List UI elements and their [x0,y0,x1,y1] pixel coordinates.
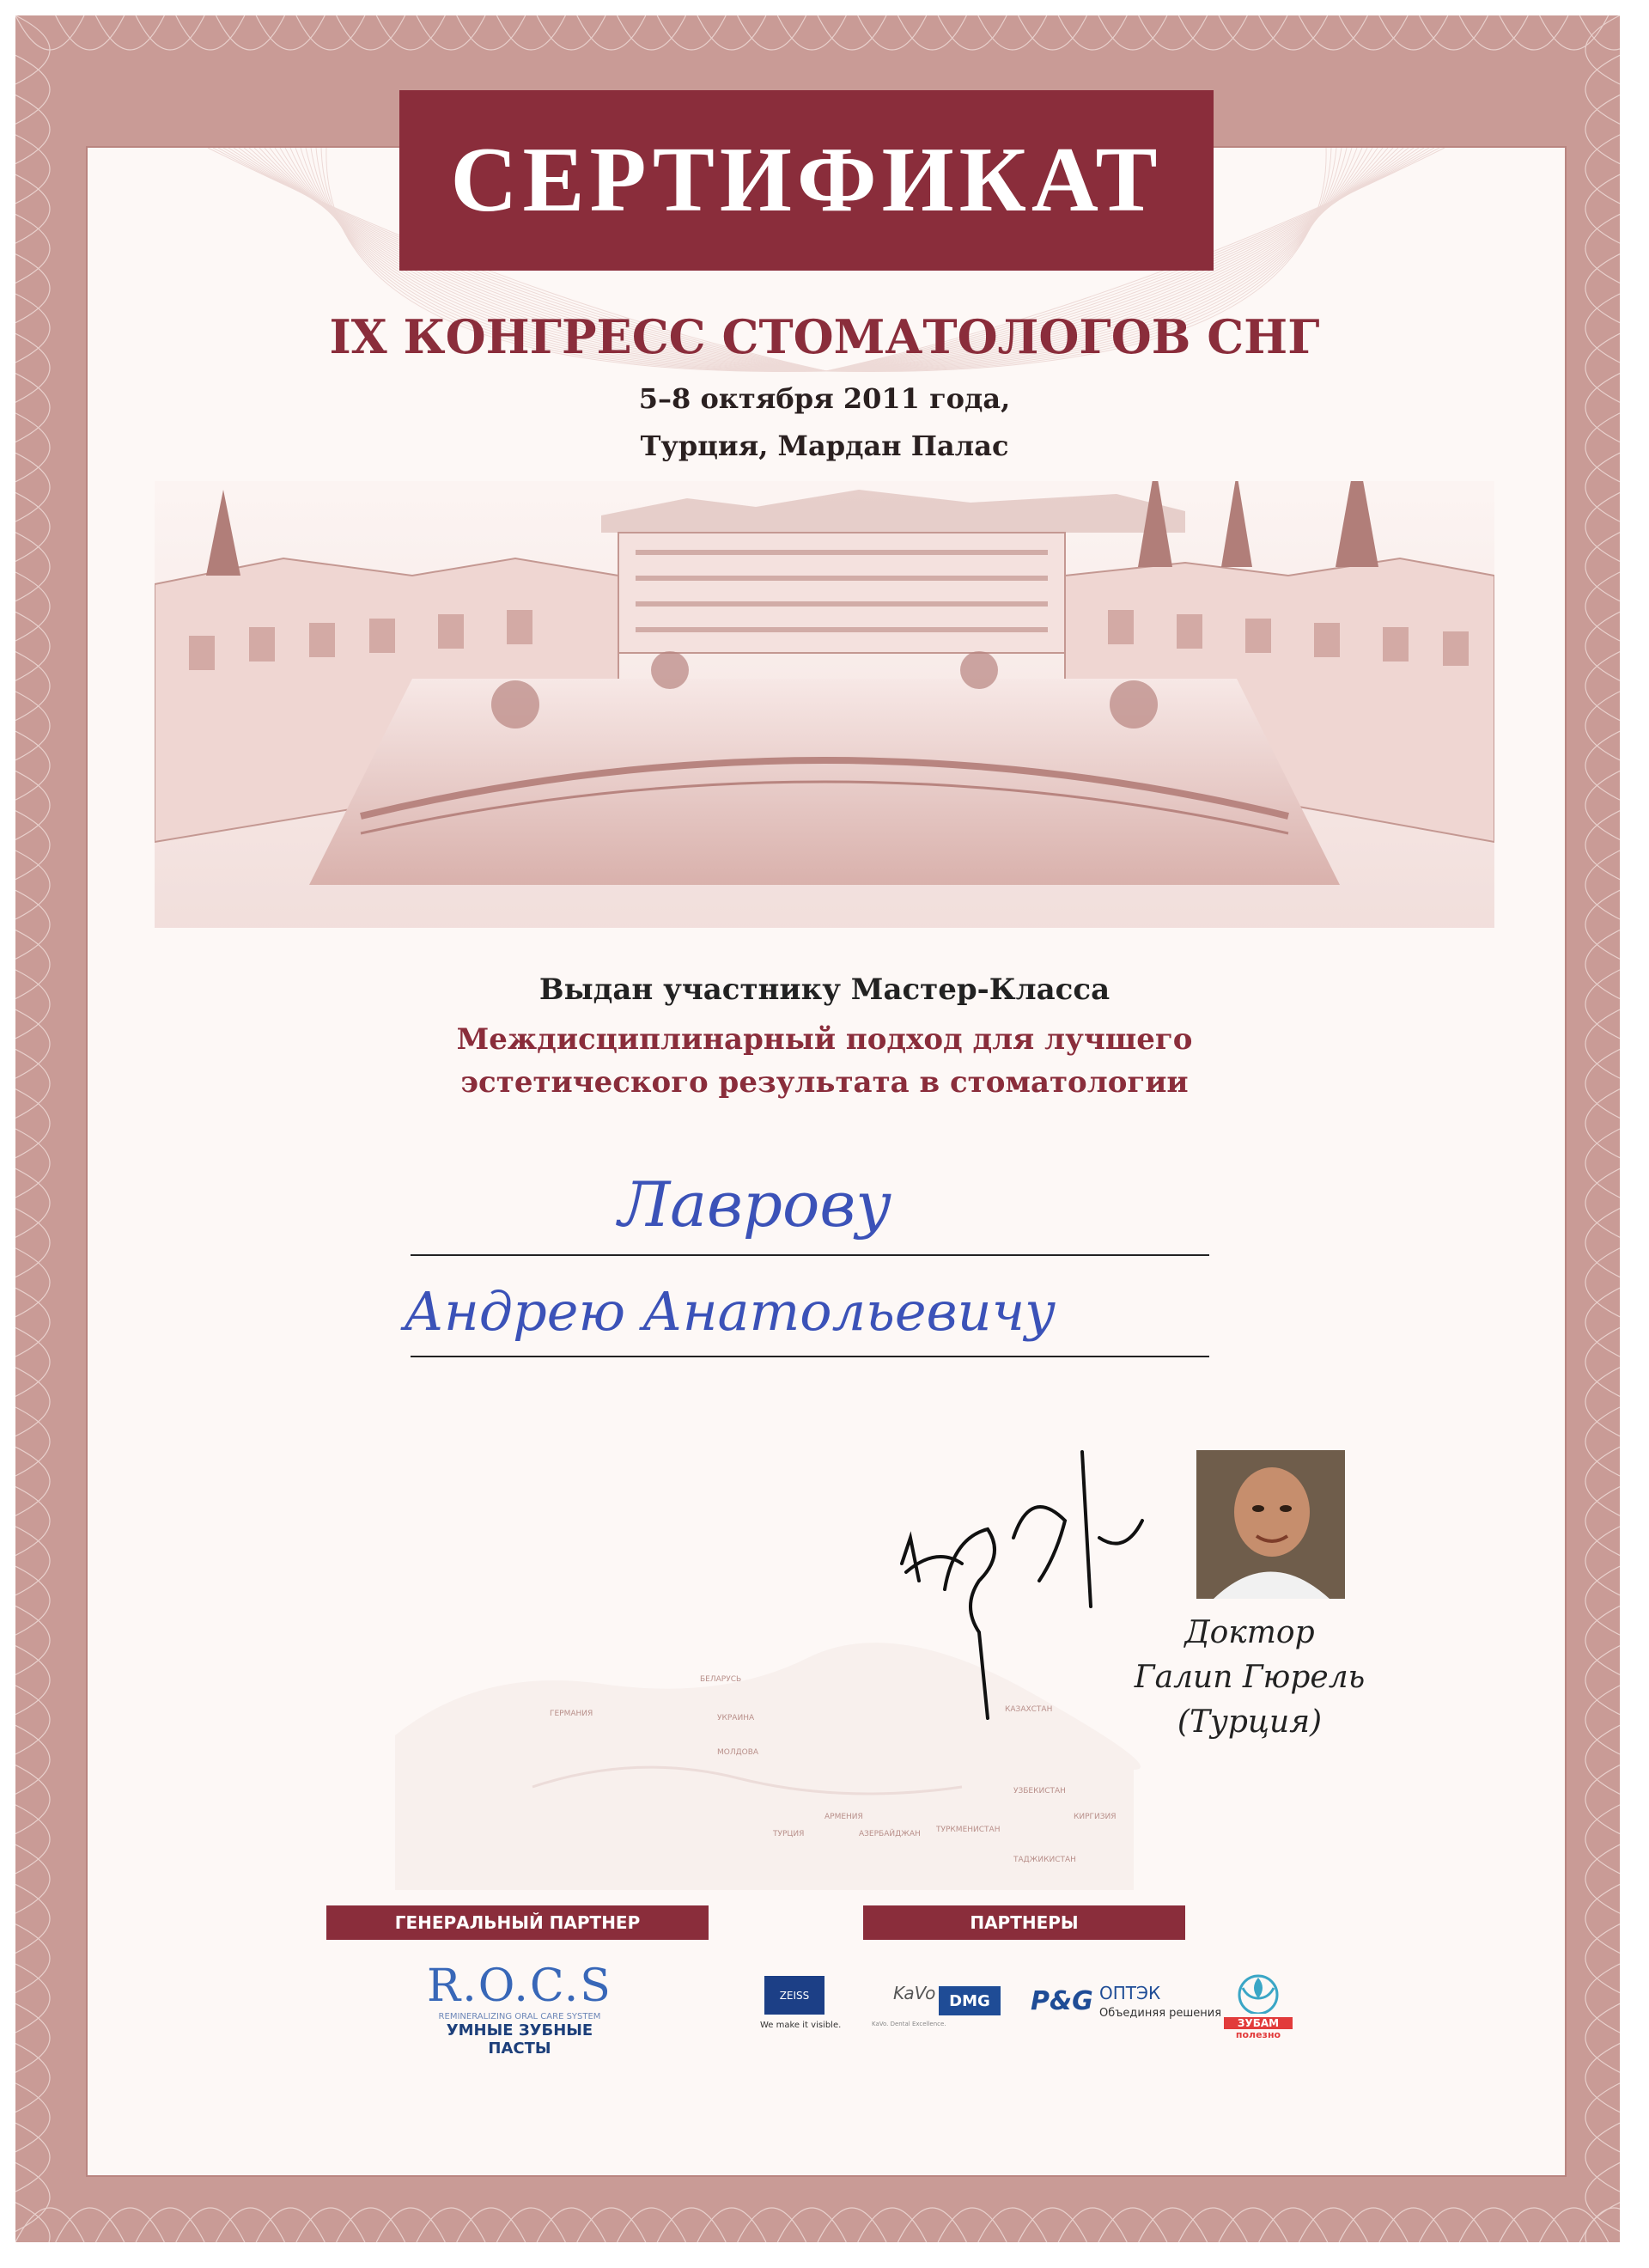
rocs-logo [417,1960,623,2058]
congress-title: IX КОНГРЕСС СТОМАТОЛОГОВ СНГ [329,309,1320,364]
optek-tagline: Объединяя решения [1099,2007,1222,2020]
recipient-surname-handwritten: Лаврову [618,1168,892,1241]
doctor-name: Галип Гюрель [1134,1660,1366,1695]
palace-illustration [155,481,1494,928]
recipient-name-handwritten: Андрею Анатольевичу [404,1280,1056,1343]
map-country-label: МОЛДОВА [717,1748,759,1757]
zubam-text: ЗУБАМ [1224,2017,1293,2029]
dmg-text: DMG [949,1991,990,2010]
map-country-label: ТУРЦИЯ [773,1830,805,1838]
masterclass-title-line-1: Междисциплинарный подход для лучшего [456,1022,1193,1057]
general-partner-banner [326,1905,709,1940]
issued-to-text: Выдан участнику Мастер-Класса [539,972,1110,1007]
doctor-title: Доктор [1184,1615,1315,1650]
pg-logo: P&G [1031,1986,1093,2016]
kavo-tagline: KaVo. Dental Excellence. [872,2021,946,2027]
zeiss-tagline: We make it visible. [760,2021,842,2030]
map-country-label: ТАДЖИКИСТАН [1013,1856,1076,1864]
rocs-tagline: УМНЫЕ ЗУБНЫЕ ПАСТЫ [446,2021,593,2058]
rocs-brand: R.O.C.S [427,1960,612,2012]
kavo-logo: KaVo [893,1983,936,2003]
dmg-logo [939,1986,1001,2015]
partners-label: ПАРТНЕРЫ [970,1912,1079,1933]
title-banner [399,90,1214,271]
zubam-flower-icon [1224,1969,1293,2014]
map-country-label: ТУРКМЕНИСТАН [936,1826,1001,1834]
map-country-label: КИРГИЗИЯ [1074,1813,1117,1821]
doctor-country: (Турция) [1177,1704,1323,1740]
rocs-subtitle: REMINERALIZING ORAL CARE SYSTEM [438,2012,601,2021]
partners-banner [863,1905,1185,1940]
zubam-logo [1224,1969,1293,2038]
map-country-label: БЕЛАРУСЬ [700,1675,742,1684]
event-date: 5–8 октября 2011 года, [638,382,1011,415]
zeiss-text: ZEISS [779,1989,810,2002]
map-country-label: УЗБЕКИСТАН [1013,1787,1066,1796]
zeiss-logo [764,1976,824,2015]
certificate-title: СЕРТИФИКАТ [450,129,1163,231]
name-underline [411,1356,1209,1357]
doctor-photo [1196,1450,1345,1599]
optek-logo: ОПТЭК [1099,1983,1161,2003]
surname-underline [411,1254,1209,1256]
map-country-label: КАЗАХСТАН [1005,1705,1053,1714]
map-country-label: УКРАИНА [717,1714,755,1722]
event-place: Турция, Мардан Палас [640,430,1009,462]
general-partner-label: ГЕНЕРАЛЬНЫЙ ПАРТНЕР [394,1912,641,1933]
zubam-tagline: полезно [1235,2029,1281,2040]
map-country-label: ГЕРМАНИЯ [550,1710,593,1718]
masterclass-title-line-2: эстетического результата в стоматологии [460,1065,1189,1100]
map-country-label: АЗЕРБАЙДЖАН [859,1830,921,1838]
map-country-label: АРМЕНИЯ [824,1813,863,1821]
